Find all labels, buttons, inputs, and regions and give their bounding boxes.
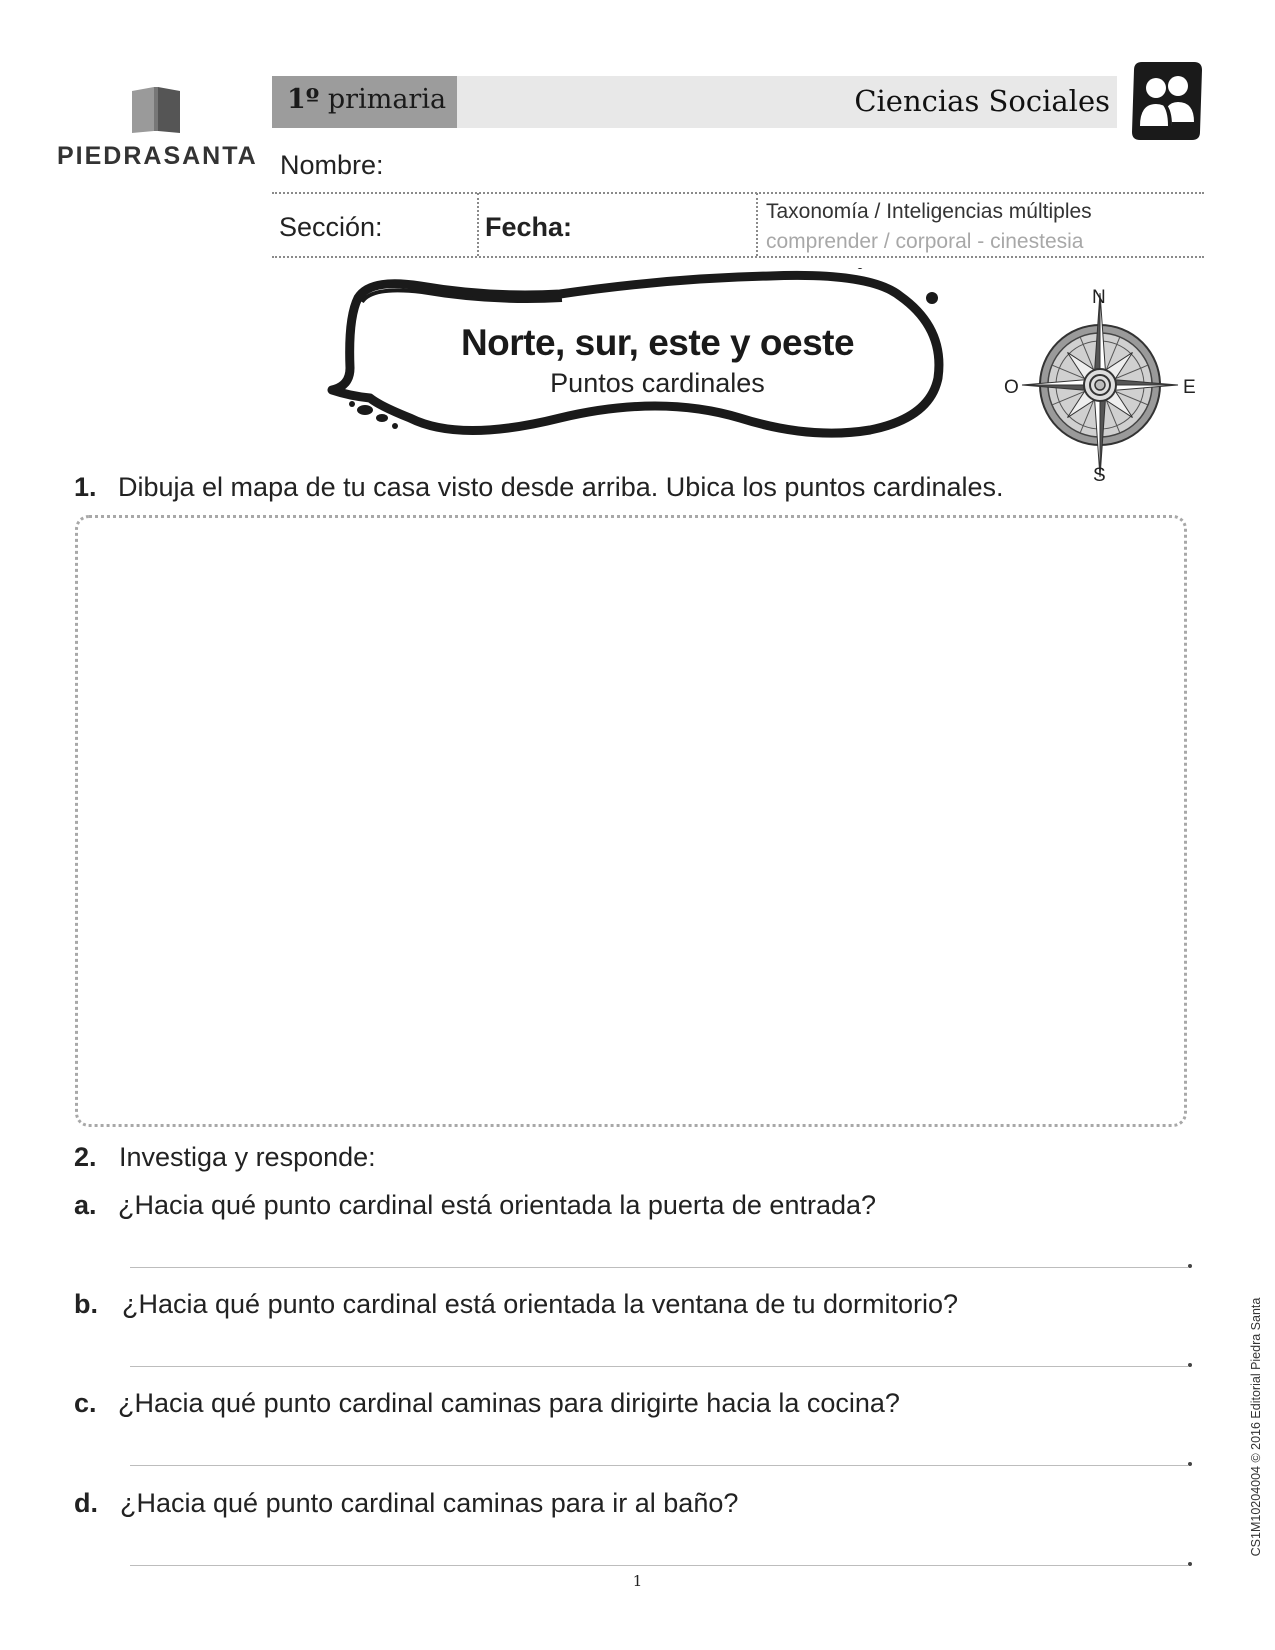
- subquestion-text: ¿Hacia qué punto cardinal está orientada la ventana de tu dormitorio?: [122, 1289, 959, 1319]
- question-text: Investiga y responde:: [119, 1142, 376, 1172]
- subquestion-text: ¿Hacia qué punto cardinal está orientada la puerta de entrada?: [118, 1190, 877, 1220]
- divider: [756, 193, 758, 256]
- subquestion-letter: c.: [74, 1388, 97, 1418]
- page-number: 1: [632, 1572, 643, 1590]
- compass-west-label: O: [1004, 377, 1019, 398]
- compass-south-label: S: [1093, 465, 1106, 486]
- answer-line[interactable]: [130, 1565, 1188, 1566]
- question-number: 2.: [74, 1142, 97, 1172]
- subquestion-letter: b.: [74, 1289, 98, 1319]
- worksheet-subtitle: Puntos cardinales: [550, 368, 765, 398]
- taxonomy-value: comprender / corporal - cinestesia: [766, 230, 1084, 253]
- line-end-dot: [1188, 1264, 1192, 1268]
- line-end-dot: [1188, 1562, 1192, 1566]
- worksheet-title: Norte, sur, este y oeste: [460, 322, 855, 363]
- grade-word: primaria: [327, 84, 447, 115]
- brand-logo-text: PIEDRASANTA: [57, 142, 258, 170]
- answer-line[interactable]: [130, 1267, 1188, 1268]
- subquestion-text: ¿Hacia qué punto cardinal caminas para ir al baño?: [120, 1488, 739, 1518]
- grade-label: [287, 84, 446, 115]
- divider: [272, 192, 1204, 194]
- date-label: Fecha:: [485, 212, 573, 242]
- answer-line[interactable]: [130, 1366, 1188, 1367]
- compass-north-label: N: [1092, 287, 1106, 308]
- divider: [477, 193, 479, 256]
- compass-east-label: E: [1183, 377, 1196, 398]
- question-number: 1.: [74, 472, 97, 502]
- subquestion-letter: d.: [74, 1488, 98, 1518]
- group-icon: [1128, 60, 1204, 144]
- copyright-notice: CS1M10204004 © 2016 Editorial Piedra Santa: [1249, 1297, 1263, 1557]
- compass-rose-icon: [1005, 286, 1195, 484]
- subject-title: Ciencias Sociales: [854, 84, 1110, 118]
- taxonomy-label: Taxonomía / Inteligencias múltiples: [766, 200, 1092, 223]
- grade-number: 1º: [287, 84, 320, 115]
- name-label: Nombre:: [280, 150, 384, 180]
- question-text: Dibuja el mapa de tu casa visto desde arriba. Ubica los puntos cardinales.: [118, 472, 1004, 502]
- subquestion-text: ¿Hacia qué punto cardinal caminas para dirigirte hacia la cocina?: [118, 1388, 900, 1418]
- section-label: Sección:: [279, 212, 383, 242]
- book-logo-icon: [128, 85, 184, 135]
- line-end-dot: [1188, 1462, 1192, 1466]
- line-end-dot: [1188, 1363, 1192, 1367]
- drawing-area[interactable]: [75, 515, 1187, 1127]
- divider: [272, 256, 1204, 258]
- subquestion-letter: a.: [74, 1190, 97, 1220]
- answer-line[interactable]: [130, 1465, 1188, 1466]
